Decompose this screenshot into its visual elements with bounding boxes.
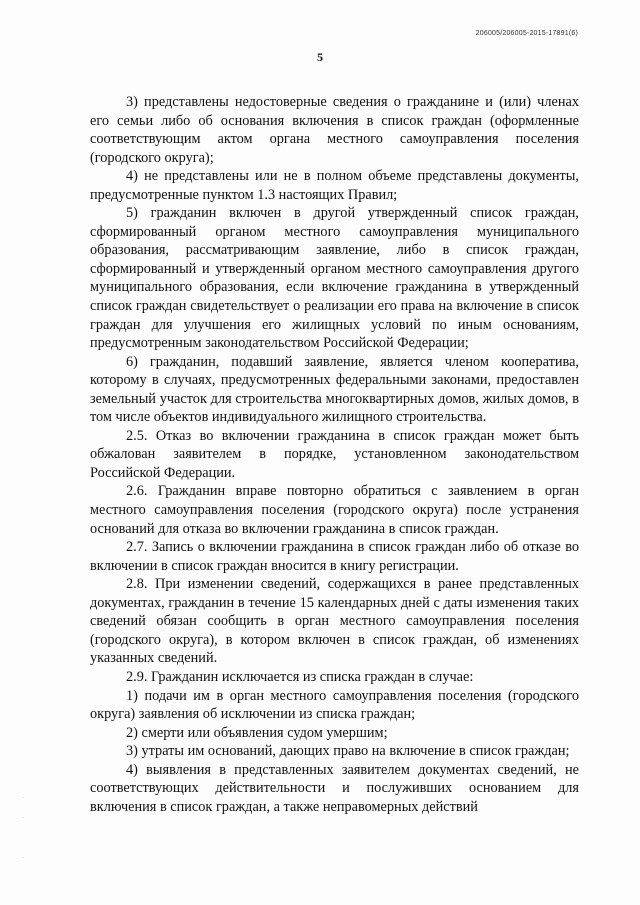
paragraph-clause-4: 4) не представлены или не в полном объеме представлены документы, предусмотренные пунктом 1.3 настоящих Правил; xyxy=(90,168,579,203)
scan-artifact: · xyxy=(22,854,25,862)
paragraph-2-7: 2.7. Запись о включении гражданина в список граждан либо об отказе во включении в список граждан вносится в книгу регистрации. xyxy=(90,539,579,574)
document-id: 206005/206005-2015-17891(6) xyxy=(475,30,578,37)
paragraph-clause-6: 6) гражданин, подавший заявление, является членом кооператива, которому в случаях, предусмотренных федеральными законами, предоставлен земельный участок для строительства многоквартирных домов, жилых домов, в том числе объектов индивидуального жилищного строительства. xyxy=(90,353,579,426)
paragraph-2-6: 2.6. Гражданин вправе повторно обратиться с заявлением в орган местного самоуправления поселения (городского округа) после устранения оснований для отказа во включении гражданина в список граждан. xyxy=(90,483,579,537)
paragraph-2-8: 2.8. При изменении сведений, содержащихся в ранее представленных документах, гражданин в течение 15 календарных дней с даты изменения таких сведений обязан сообщить в орган местного самоуправления поселения (городского округа), в котором включен в список граждан, об изменениях указанных сведений. xyxy=(90,576,579,667)
scan-artifact: · xyxy=(22,814,25,822)
paragraph-clause-3: 3) представлены недостоверные сведения о гражданине и (или) членах его семьи либо об основания включения в список граждан (оформленные соответствующим актом органа местного самоуправления поселения (городского округа); xyxy=(90,94,579,166)
page-number: 5 xyxy=(317,50,323,64)
document-body xyxy=(90,93,579,816)
paragraph-2-9-item-1: 1) подачи им в орган местного самоуправления поселения (городского округа) заявления об исключении из списка граждан; xyxy=(90,687,579,723)
paragraph-clause-5: 5) гражданин включен в другой утвержденный список граждан, сформированный органом местного самоуправления муниципального образования, рассматривающим заявление, либо в список граждан, сформированный и утвержденный органом местного самоуправления другого муниципального образования, если включение гражданина в утвержденный список граждан свидетельствует о реализации его права на включение в список граждан для улучшения его жилищных условий по иным основаниям, предусмотренным законодательством Российской Федерации; xyxy=(90,205,579,352)
paragraph-2-9-item-2: 2) смерти или объявления судом умершим; xyxy=(126,724,388,741)
scan-artifact: · xyxy=(22,794,25,802)
paragraph-2-9-item-4: 4) выявления в представленных заявителем документах сведений, не соответствующих действительности и послуживших основанием для включения в список граждан, а также неправомерных действий xyxy=(90,761,579,815)
paragraph-2-9-item-3: 3) утраты им оснований, дающих право на включение в список граждан; xyxy=(126,743,570,760)
paragraph-2-5: 2.5. Отказ во включении гражданина в список граждан может быть обжалован заявителем в порядке, установленном законодательством Российской Федерации. xyxy=(90,427,579,481)
paragraph-2-9: 2.9. Гражданин исключается из списка граждан в случае: xyxy=(126,668,474,685)
